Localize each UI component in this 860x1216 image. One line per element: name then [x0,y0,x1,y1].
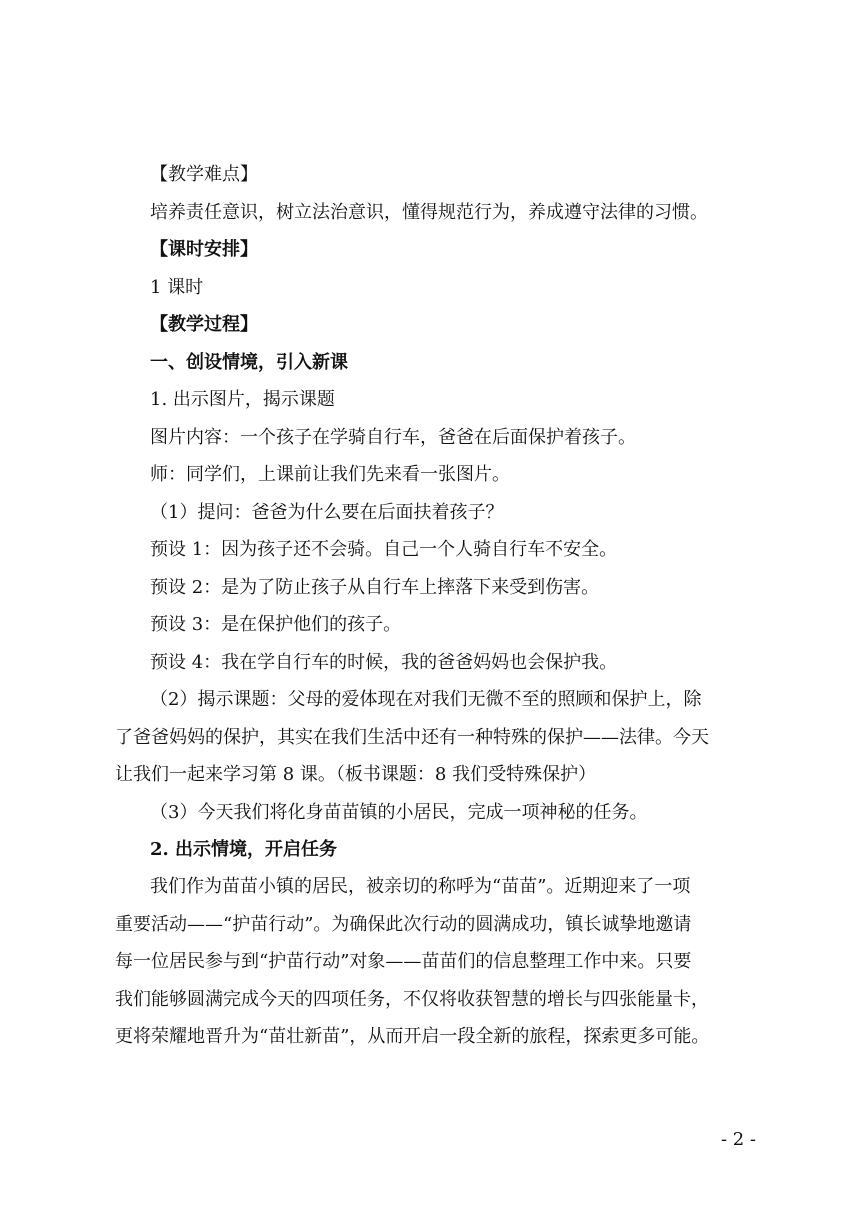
page-number: - 2 - [720,1129,756,1150]
difficulty-text: 培养责任意识，树立法治意识，懂得规范行为，养成遵守法律的习惯。 [150,202,708,223]
paragraph-line: 我们能够圆满完成今天的四项任务，不仅将收获智慧的增长与四张能量卡， [115,988,709,1010]
paragraph-line: 重要活动——“护苗行动”。为确保此次行动的圆满成功，镇长诚挚地邀请 [115,913,692,935]
section-1-title: 一、创设情境，引入新课 [150,352,348,373]
paragraph-line: 让我们一起来学习第 8 课。（板书课题：8 我们受特殊保护） [115,764,597,785]
paragraph-line: 我们作为苗苗小镇的居民，被亲切的称呼为“苗苗”。近期迎来了一项 [150,876,691,897]
teacher-intro-text: 师：同学们，上课前让我们先来看一张图片。 [150,464,510,485]
heading-teaching-difficulty: 【教学难点】 [150,164,258,185]
heading-class-schedule: 【课时安排】 [150,239,258,260]
paragraph-line: 更将荣耀地晋升为“苗壮新苗”，从而开启一段全新的旅程，探索更多可能。 [115,1026,710,1047]
paragraph-line: （2）揭示课题：父母的爱体现在对我们无微不至的照顾和保护上，除 [150,689,702,710]
paragraph-line: 了爸爸妈妈的保护，其实在我们生活中还有一种特殊的保护——法律。今天 [115,726,709,748]
paragraph-line: 每一位居民参与到“护苗行动”对象——苗苗们的信息整理工作中来。只要 [115,951,692,972]
preset-4-text: 预设 4：我在学自行车的时候，我的爸爸妈妈也会保护我。 [150,652,618,673]
picture-content-text: 图片内容：一个孩子在学骑自行车，爸爸在后面保护着孩子。 [150,427,636,448]
heading-teaching-process: 【教学过程】 [150,314,258,335]
preset-1-text: 预设 1：因为孩子还不会骑。自己一个人骑自行车不安全。 [150,539,618,560]
story-paragraph [115,868,755,1056]
class-schedule-text: 1 课时 [150,277,204,298]
task-3-text: （3）今天我们将化身苗苗镇的小居民，完成一项神秘的任务。 [150,802,648,823]
reveal-topic-paragraph [115,681,755,794]
question-1-text: （1）提问：爸爸为什么要在后面扶着孩子？ [150,502,504,523]
preset-2-text: 预设 2：是为了防止孩子从自行车上摔落下来受到伤害。 [150,577,600,598]
subsection-2-title: 2. 出示情境，开启任务 [150,839,338,860]
preset-3-text: 预设 3：是在保护他们的孩子。 [150,614,402,635]
subsection-1-title: 1. 出示图片，揭示课题 [150,389,335,410]
